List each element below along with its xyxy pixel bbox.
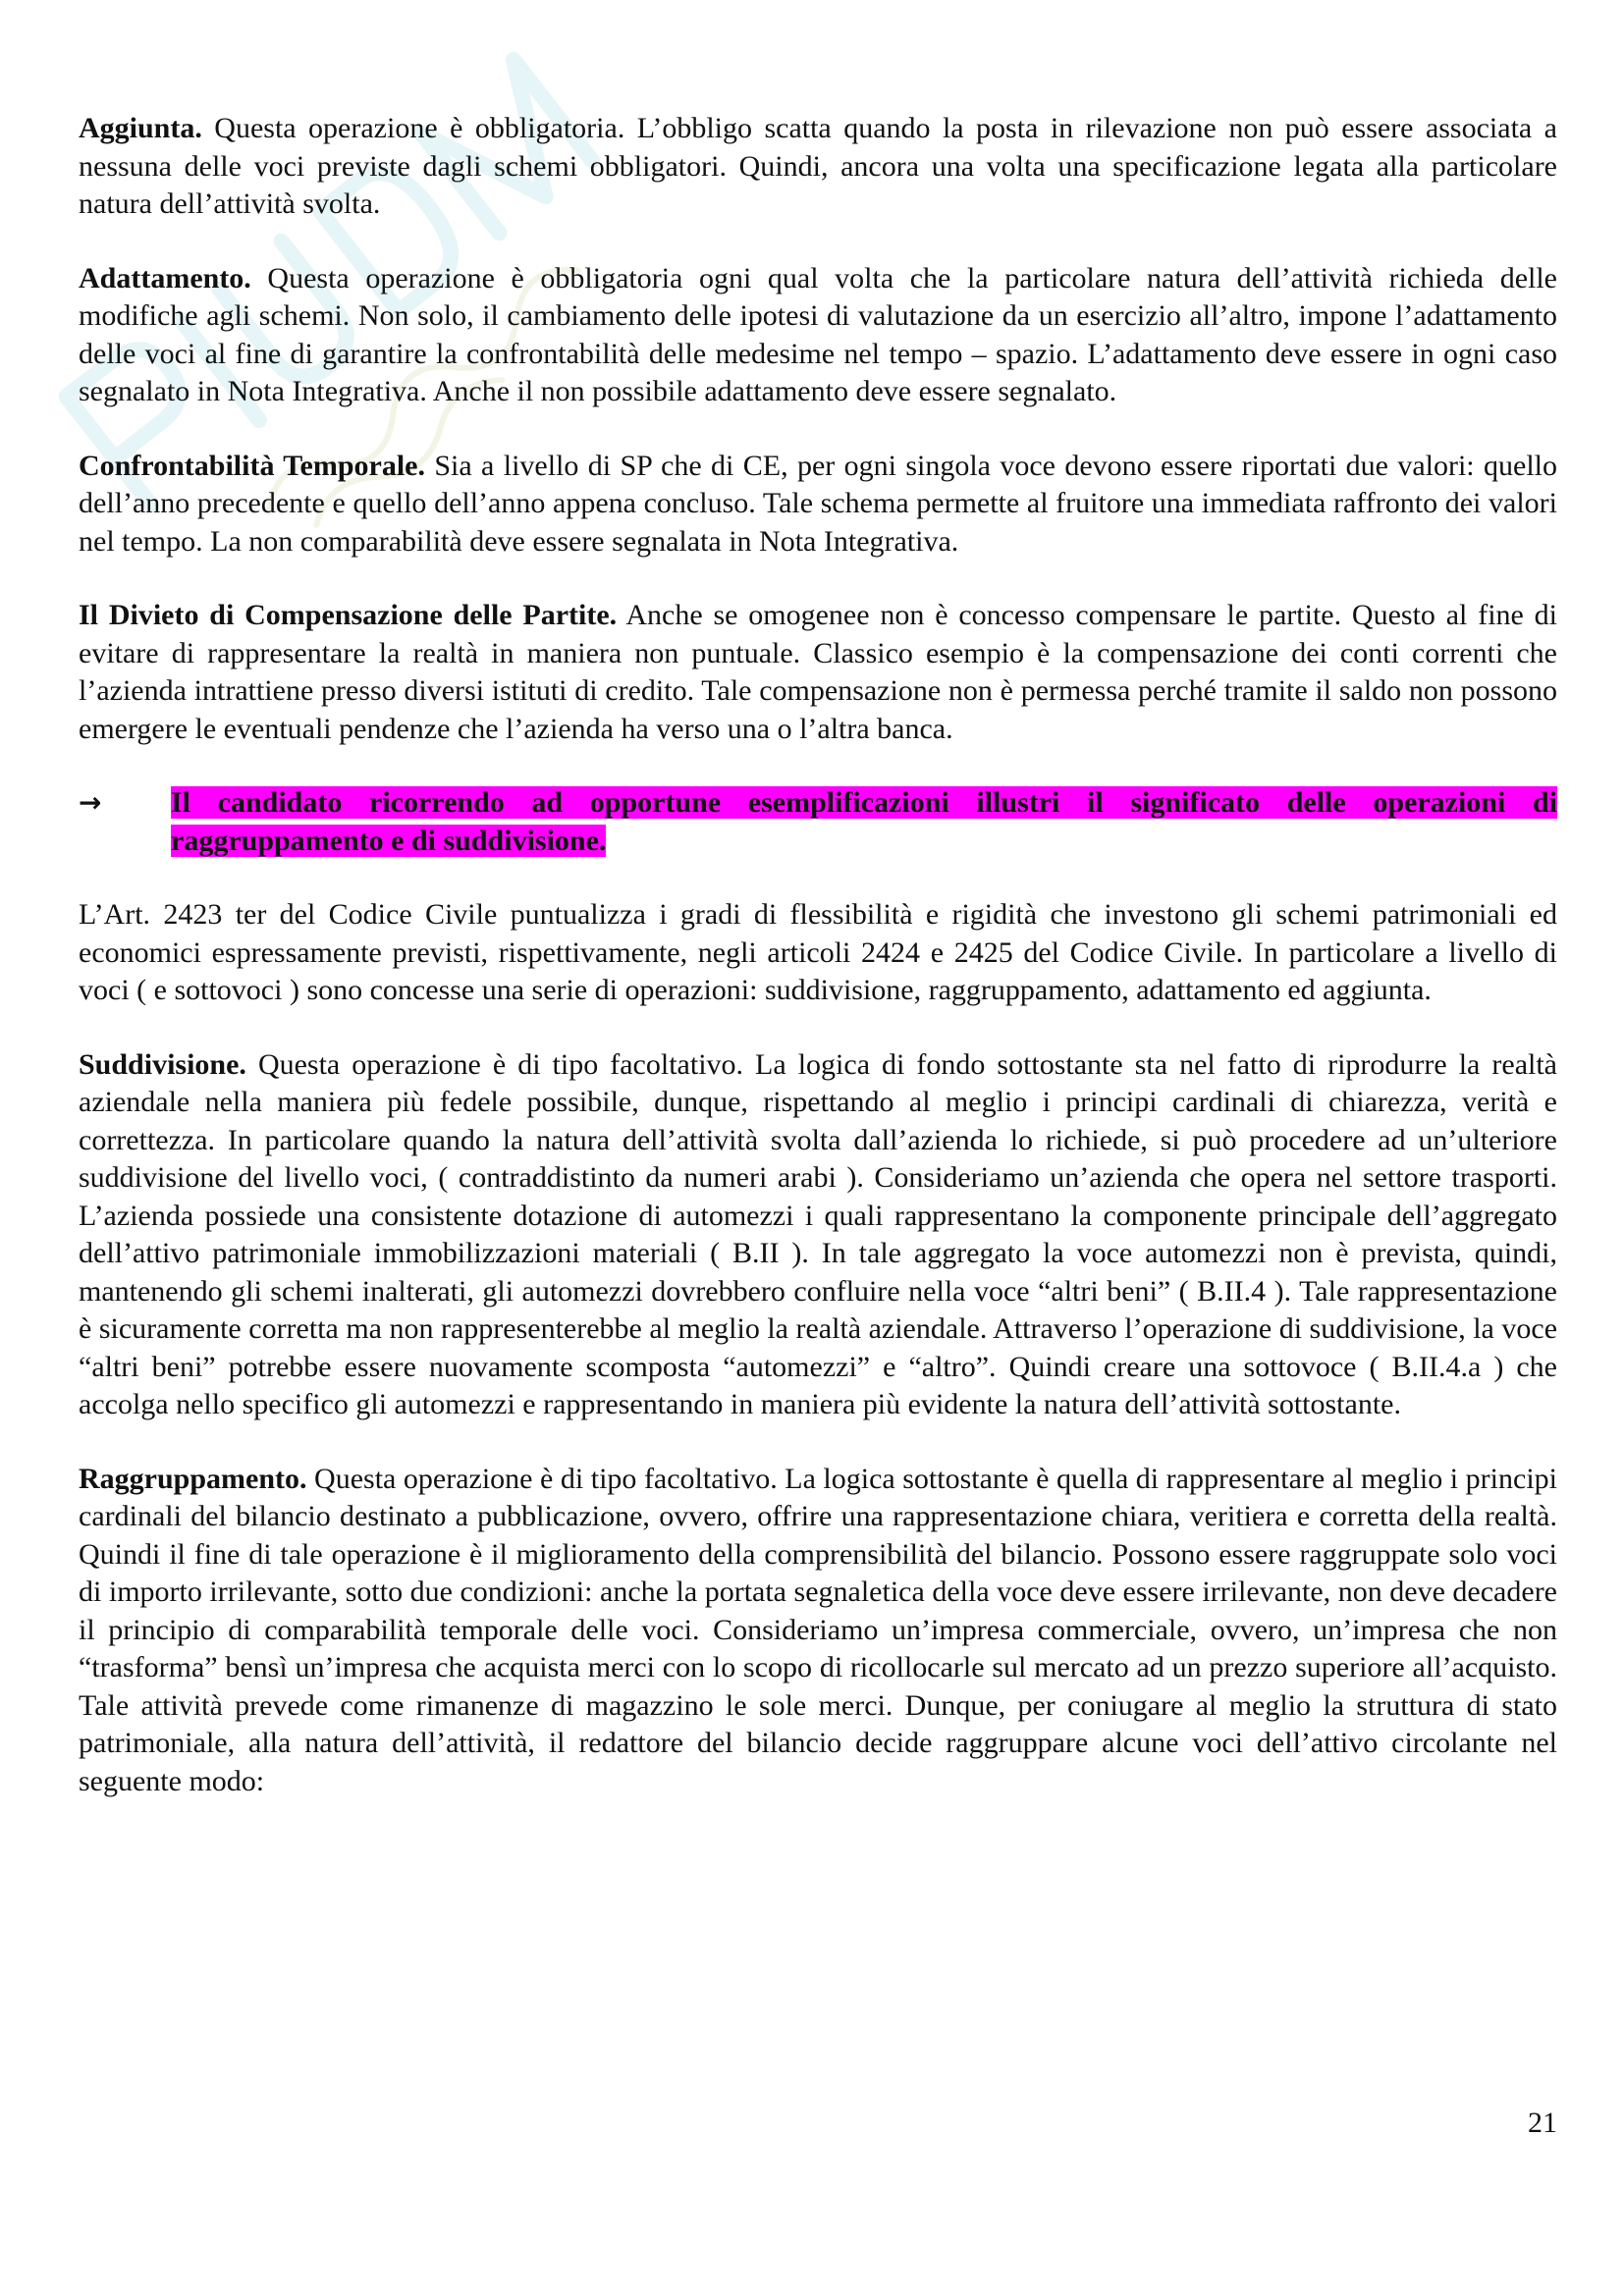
term-confrontabilita: Confrontabilità Temporale. — [79, 449, 425, 482]
term-adattamento: Adattamento. — [79, 261, 251, 294]
paragraph-text: Questa operazione è di tipo facoltativo. La logica di fondo sottostante sta nel fatto di riprodurre la realtà aziendale nella maniera più fedele possibile, dunque, rispettando al meglio i principi cardinali di chiarezza, verità e correttezza. In particolare quando la natura dell’attività svolta dall’azienda lo richiede, si può procedere ad un’ulteriore suddivisione del livello voci, ( contraddistinto da numeri arabi ). Consideriamo un’azienda che opera nel settore trasporti. L’azienda possiede una consistente dotazione di automezzi i quali rappresentano la componente principale dell’aggregato dell’attivo patrimoniale immobilizzazioni materiali ( B.II ). In tale aggregato la voce automezzi non è prevista, quindi, mantenendo gli schemi inalterati, gli automezzi dovrebbero confluire nella voce “altri beni” ( B.II.4 ). Tale rappresentazione è sicuramente corretta ma non rappresenterebbe al meglio la realtà aziendale. Attraverso l’operazione di suddivisione, la voce “altri beni” potrebbe essere nuovamente scomposta “automezzi” e “altro”. Quindi creare una sottovoce ( B.II.4.a ) che accolga nello specifico gli automezzi e rappresentando in maniera più evidente la natura dell’attività sottostante. — [79, 1047, 1558, 1420]
paragraph-adattamento — [79, 260, 1557, 411]
paragraph-aggiunta — [79, 110, 1557, 224]
paragraph-intro: L’Art. 2423 ter del Codice Civile puntualizza i gradi di flessibilità e rigidità che investono gli schemi patrimoniali ed economici espressamente previsti, rispettivamente, negli articoli 2424 e 2425 del Codice Civile. In particolare a livello di voci ( e sottovoci ) sono concesse una serie di operazioni: suddivisione, raggruppamento, adattamento ed aggiunta. — [79, 898, 1557, 1006]
paragraph-text: Questa operazione è di tipo facoltativo. La logica sottostante è quella di rappresentare al meglio i principi cardinali del bilancio destinato a pubblicazione, ovvero, offrire una rappresentazione chiara, veritiera e corretta della realtà. Quindi il fine di tale operazione è il miglioramento della comprensibilità del bilancio. Possono essere raggruppate solo voci di importo irrilevante, sotto due condizioni: anche la portata segnaletica della voce deve essere irrilevante, non deve decadere il principio di comparabilità temporale delle voci. Consideriamo un’impresa commerciale, ovvero, un’impresa che non “trasforma” bensì un’impresa che acquista merci con lo scopo di ricollocarle sul mercato ad un prezzo superiore all’acquisto. Tale attività prevede come rimanenze di magazzino le sole merci. Dunque, per coniugare al meglio la struttura di stato patrimoniale, alla natura dell’attività, il redattore del bilancio decide raggruppare alcune voci dell’attivo circolante nel seguente modo: — [79, 1462, 1557, 1797]
paragraph-text: Questa operazione è obbligatoria. L’obbligo scatta quando la posta in rilevazione non può essere associata a nessuna delle voci previste dagli schemi obbligatori. Quindi, ancora una volta una specificazione legata alla particolare natura dell’attività svolta. — [79, 112, 1557, 220]
paragraph-raggruppamento — [79, 1461, 1557, 1801]
paragraph-text: Questa operazione è obbligatoria ogni qual volta che la particolare natura dell’attività richieda delle modifiche agli schemi. Non solo, il cambiamento delle ipotesi di valutazione da un esercizio all’altro, impone l’adattamento delle voci al fine di garantire la confrontabilità delle medesime nel tempo – spazio. L’adattamento deve essere in ogni caso segnalato in Nota Integrativa. Anche il non possibile adattamento deve essere segnalato. — [79, 261, 1557, 407]
right-arrow-icon: → — [79, 786, 102, 819]
term-suddivisione: Suddivisione. — [79, 1047, 246, 1081]
paragraph-confrontabilita — [79, 448, 1557, 561]
paragraph-text: Anche se omogenee non è concesso compensare le partite. Questo al fine di evitare di rappresentare la realtà in maniera non puntuale. Classico esempio è la compensazione dei conti correnti che l’azienda intrattiene presso diversi istituti di credito. Tale compensazione non è permessa perché tramite il saldo non possono emergere le eventuali pendenze che l’azienda ha verso una o l’altra banca. — [79, 599, 1557, 745]
paragraph-suddivisione — [79, 1046, 1557, 1424]
paragraph-divieto-compensazione — [79, 597, 1557, 748]
exam-question — [79, 784, 1557, 860]
question-text: Il candidato ricorrendo ad opportune esemplificazioni illustri il significato delle operazioni di raggruppamento e di suddivisione. — [171, 786, 1557, 857]
term-aggiunta: Aggiunta. — [79, 112, 202, 144]
term-divieto-compensazione: Il Divieto di Compensazione delle Partite. — [79, 599, 618, 631]
paragraph-text: Sia a livello di SP che di CE, per ogni singola voce devono essere riportati due valori: quello dell’anno precedente e quello dell’anno appena concluso. Tale schema permette al fruitore una immediata raffronto dei valori nel tempo. La non comparabilità deve essere segnalata in Nota Integrativa. — [79, 449, 1557, 558]
page-number: 21 — [1528, 2107, 1557, 2139]
document-page — [79, 110, 1557, 1837]
term-raggruppamento: Raggruppamento. — [79, 1462, 307, 1495]
